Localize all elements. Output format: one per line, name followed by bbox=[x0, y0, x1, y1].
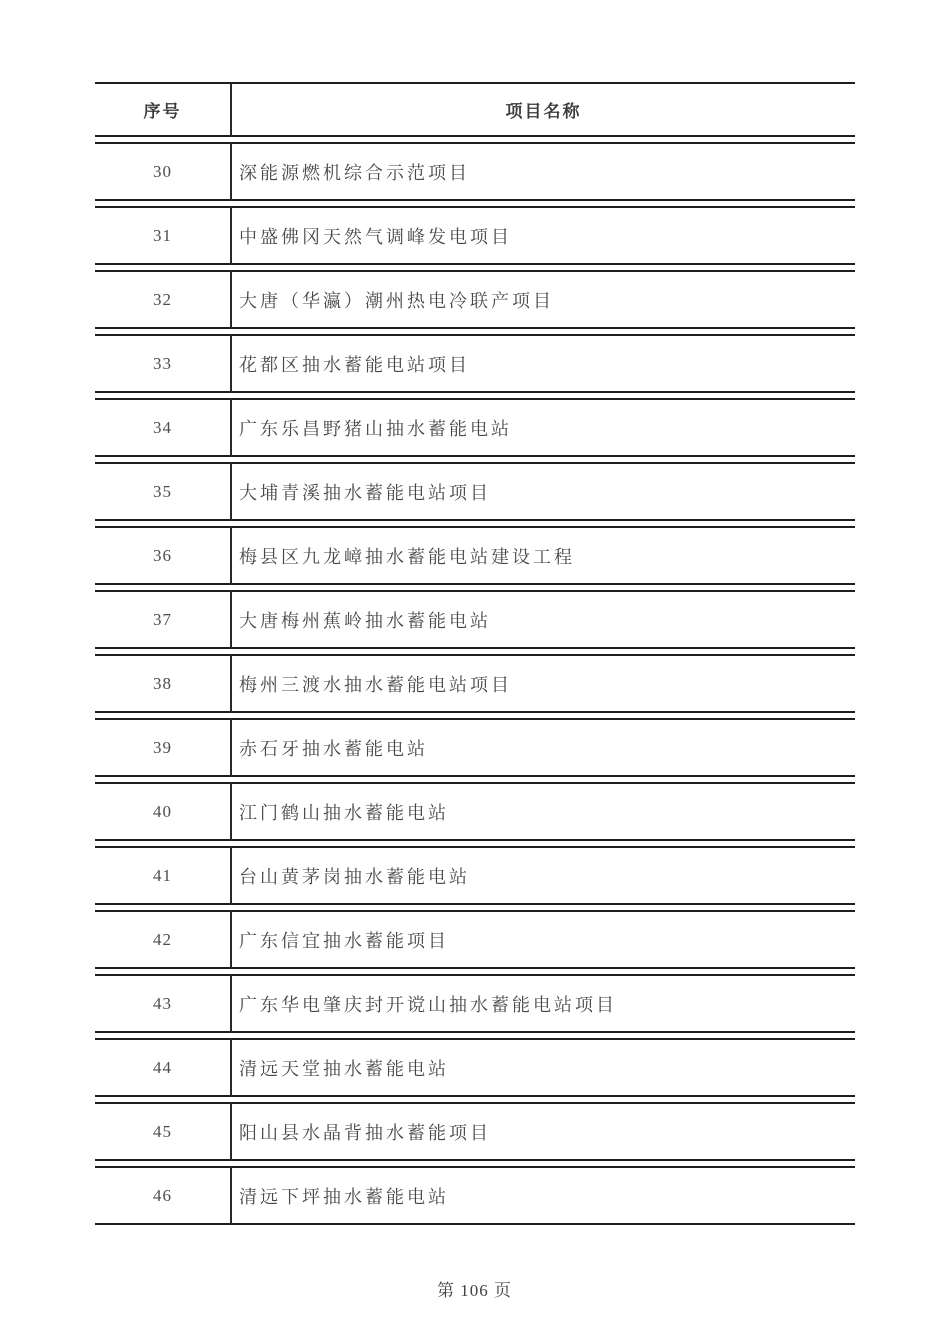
row-project-name-cell: 大埔青溪抽水蓄能电站项目 bbox=[232, 462, 855, 521]
row-index-cell: 39 bbox=[95, 718, 232, 777]
table-header bbox=[95, 82, 855, 137]
table-row bbox=[95, 654, 855, 713]
table-row bbox=[95, 334, 855, 393]
table-row bbox=[95, 526, 855, 585]
row-project-name-cell: 深能源燃机综合示范项目 bbox=[232, 142, 855, 201]
row-project-name-cell: 大唐梅州蕉岭抽水蓄能电站 bbox=[232, 590, 855, 649]
row-index-cell: 33 bbox=[95, 334, 232, 393]
row-index-cell: 44 bbox=[95, 1038, 232, 1097]
table-row bbox=[95, 590, 855, 649]
table-row bbox=[95, 206, 855, 265]
table-row bbox=[95, 462, 855, 521]
row-index-cell: 43 bbox=[95, 974, 232, 1033]
row-project-name-cell: 广东信宜抽水蓄能项目 bbox=[232, 910, 855, 969]
row-project-name-cell: 阳山县水晶背抽水蓄能项目 bbox=[232, 1102, 855, 1161]
row-index-cell: 31 bbox=[95, 206, 232, 265]
table-row bbox=[95, 1038, 855, 1097]
row-index-cell: 34 bbox=[95, 398, 232, 457]
project-table bbox=[95, 77, 855, 1230]
row-index-cell: 40 bbox=[95, 782, 232, 841]
table-row bbox=[95, 1102, 855, 1161]
project-table-container bbox=[95, 77, 855, 1230]
row-index-cell: 32 bbox=[95, 270, 232, 329]
table-row bbox=[95, 846, 855, 905]
row-index-cell: 46 bbox=[95, 1166, 232, 1225]
row-project-name-cell: 清远天堂抽水蓄能电站 bbox=[232, 1038, 855, 1097]
row-project-name-cell: 广东乐昌野猪山抽水蓄能电站 bbox=[232, 398, 855, 457]
row-project-name-cell: 中盛佛冈天然气调峰发电项目 bbox=[232, 206, 855, 265]
row-index-cell: 35 bbox=[95, 462, 232, 521]
table-row bbox=[95, 1166, 855, 1225]
row-project-name-cell: 广东华电肇庆封开谠山抽水蓄能电站项目 bbox=[232, 974, 855, 1033]
table-row bbox=[95, 782, 855, 841]
table-row bbox=[95, 718, 855, 777]
row-project-name-cell: 赤石牙抽水蓄能电站 bbox=[232, 718, 855, 777]
row-index-cell: 41 bbox=[95, 846, 232, 905]
table-row bbox=[95, 974, 855, 1033]
table-row bbox=[95, 270, 855, 329]
row-index-cell: 38 bbox=[95, 654, 232, 713]
row-project-name-cell: 清远下坪抽水蓄能电站 bbox=[232, 1166, 855, 1225]
row-project-name-cell: 台山黄茅岗抽水蓄能电站 bbox=[232, 846, 855, 905]
row-project-name-cell: 花都区抽水蓄能电站项目 bbox=[232, 334, 855, 393]
header-cell-index: 序号 bbox=[95, 82, 232, 137]
row-index-cell: 37 bbox=[95, 590, 232, 649]
table-body bbox=[95, 142, 855, 1225]
table-header-row bbox=[95, 82, 855, 137]
table-row bbox=[95, 142, 855, 201]
row-project-name-cell: 江门鹤山抽水蓄能电站 bbox=[232, 782, 855, 841]
row-project-name-cell: 大唐（华瀛）潮州热电冷联产项目 bbox=[232, 270, 855, 329]
row-index-cell: 42 bbox=[95, 910, 232, 969]
row-project-name-cell: 梅县区九龙嶂抽水蓄能电站建设工程 bbox=[232, 526, 855, 585]
row-index-cell: 36 bbox=[95, 526, 232, 585]
header-cell-project-name: 项目名称 bbox=[232, 82, 855, 137]
table-row bbox=[95, 398, 855, 457]
page-number-footer: 第 106 页 bbox=[437, 1281, 512, 1300]
row-index-cell: 45 bbox=[95, 1102, 232, 1161]
table-row bbox=[95, 910, 855, 969]
row-project-name-cell: 梅州三渡水抽水蓄能电站项目 bbox=[232, 654, 855, 713]
row-index-cell: 30 bbox=[95, 142, 232, 201]
